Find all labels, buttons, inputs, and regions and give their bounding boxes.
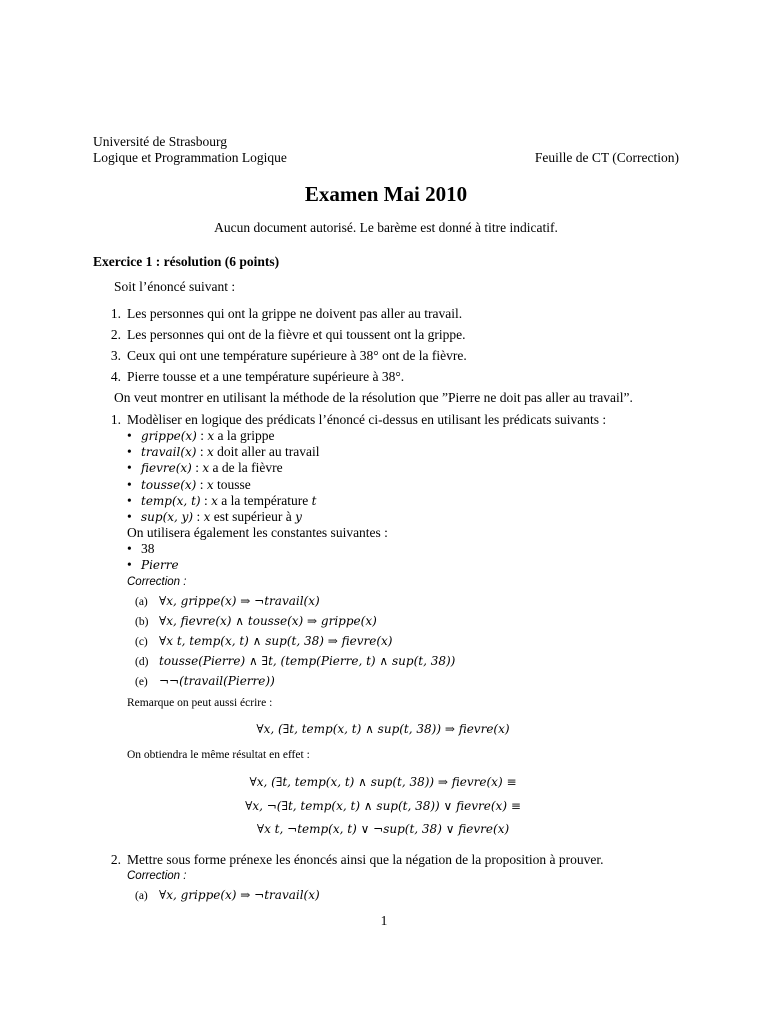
correction-label: Correction : [127,575,187,588]
equivalence-line: ∀x, ¬(∃t, temp(x, t) ∧ sup(t, 38)) ∨ fievre(x) ≡ [245,798,521,813]
statement-item: 1. Les personnes qui ont la grippe ne doivent pas aller au travail. [110,306,463,321]
same-result-text: On obtiendra le même résultat en effet : [127,748,310,761]
predicate-item: • travail(x) : x doit aller au travail [127,444,320,460]
correction-item: (e) ¬¬(travail(Pierre)) [135,674,275,689]
constants-intro: On utilisera également les constantes suivantes : [127,525,388,541]
correction-item: (a) ∀x, grippe(x) ⇒ ¬travail(x) [135,593,320,608]
question-2-text: Mettre sous forme prénexe les énoncés ainsi que la négation de la proposition à prouver. [127,851,604,867]
correction-list [127,592,679,693]
sheet-label: Feuille de CT (Correction) [534,150,679,165]
constant-list [127,541,679,573]
university-name: Université de Strasbourg [93,134,227,149]
equivalence-block [87,770,679,840]
exam-subtitle: Aucun document autorisé. Le barème est donné à titre indicatif. [214,220,558,235]
exercise-title: Exercice 1 : résolution (6 points) [93,254,280,269]
equivalence-line: ∀x, (∃t, temp(x, t) ∧ sup(t, 38)) ⇒ fievre(x) ≡ [249,774,517,789]
correction-item: (d) tousse(Pierre) ∧ ∃t, (temp(Pierre, t) ∧ sup(t, 38)) [135,654,456,669]
statement-item: 3. Ceux qui ont une température supérieure à 38° ont de la fièvre. [110,348,467,363]
question-1: 1. Modèliser en logique des prédicats l’énoncé ci-dessus en utilisant les prédicats suivants : • grippe(x) : x a la grippe • travail(x) : x doit aller au travail • fievre(x) : x a de la fièvre • tousse(x) : x tousse • temp(x, t) : x a la température t • sup(x, y) : x est supérieur à y On utilisera également les constantes suivantes : • 38 • Pierre Correction : (a) ∀x, grippe(x) ⇒ ¬travail(x) (b) ∀x, fievre(x) ∧ tousse(x) ⇒ grippe(x) (c) ∀x t, temp(x, t) ∧ sup(t, 38) ⇒ fievre(x) (d) tousse(Pierre) ∧ ∃t, (temp(Pierre, t) ∧ sup(t, 38)) (e) ¬¬(travail(Pierre)) Remarque on peut aussi écrire : ∀x, (∃t, temp(x, t) ∧ sup(t, 38)) ⇒ fievre(x) On obtiendra le même résultat en effet : ∀x, (∃t, temp(x, t) ∧ sup(t, 38)) ⇒ fievre(x) ≡ ∀x, ¬(∃t, temp(x, t) ∧ sup(t, 38)) ∨ fievre(x) ≡ ∀x t, ¬temp(x, t) ∨ ¬sup(t, 38) ∨ fievre(x) [93,412,679,840]
predicate-list [127,428,679,525]
predicate-item: • grippe(x) : x a la grippe [127,428,275,443]
correction-item: (c) ∀x t, temp(x, t) ∧ sup(t, 38) ⇒ fievre(x) [135,634,393,649]
goal-sentence: On veut montrer en utilisant la méthode de la résolution que ”Pierre ne doit pas aller au travail”. [114,390,633,405]
statement-item: 4. Pierre tousse et a une température supérieure à 38°. [110,369,405,384]
correction-list [127,886,679,906]
question-1-text: Modèliser en logique des prédicats l’énoncé ci-dessus en utilisant les prédicats suivants : [127,412,607,427]
exercise-intro: Soit l’énoncé suivant : [114,279,236,294]
document-page [93,134,679,906]
predicate-item: • tousse(x) : x tousse [127,476,251,492]
correction-label: Correction : [127,869,187,882]
header-block [93,134,679,166]
correction-item: (b) ∀x, fievre(x) ∧ tousse(x) ⇒ grippe(x) [135,613,377,628]
statement-item: 2. Les personnes qui ont de la fièvre et qui toussent ont la grippe. [110,327,466,342]
equivalence-line: ∀x t, ¬temp(x, t) ∨ ¬sup(t, 38) ∨ fievre(x) [256,821,510,836]
remark-text: Remarque on peut aussi écrire : [127,696,273,709]
predicate-item: • sup(x, y) : x est supérieur à y [127,509,302,525]
constant-item: • Pierre [127,557,179,573]
predicate-item: • temp(x, t) : x a la température t [127,492,317,508]
predicate-item: • fievre(x) : x a de la fièvre [127,460,283,476]
statement-list [93,303,679,387]
correction-item: (a) ∀x, grippe(x) ⇒ ¬travail(x) [135,887,320,902]
course-name: Logique et Programmation Logique [93,150,287,165]
exam-title: Examen Mai 2010 [304,182,468,206]
page-number: 1 [380,913,388,928]
question-2: 2. Mettre sous forme prénexe les énoncés ainsi que la négation de la proposition à prouver. Correction : (a) ∀x, grippe(x) ⇒ ¬travail(x) [93,852,679,906]
constant-item: • 38 [127,541,155,557]
remark-formula: ∀x, (∃t, temp(x, t) ∧ sup(t, 38)) ⇒ fievre(x) [256,721,510,736]
